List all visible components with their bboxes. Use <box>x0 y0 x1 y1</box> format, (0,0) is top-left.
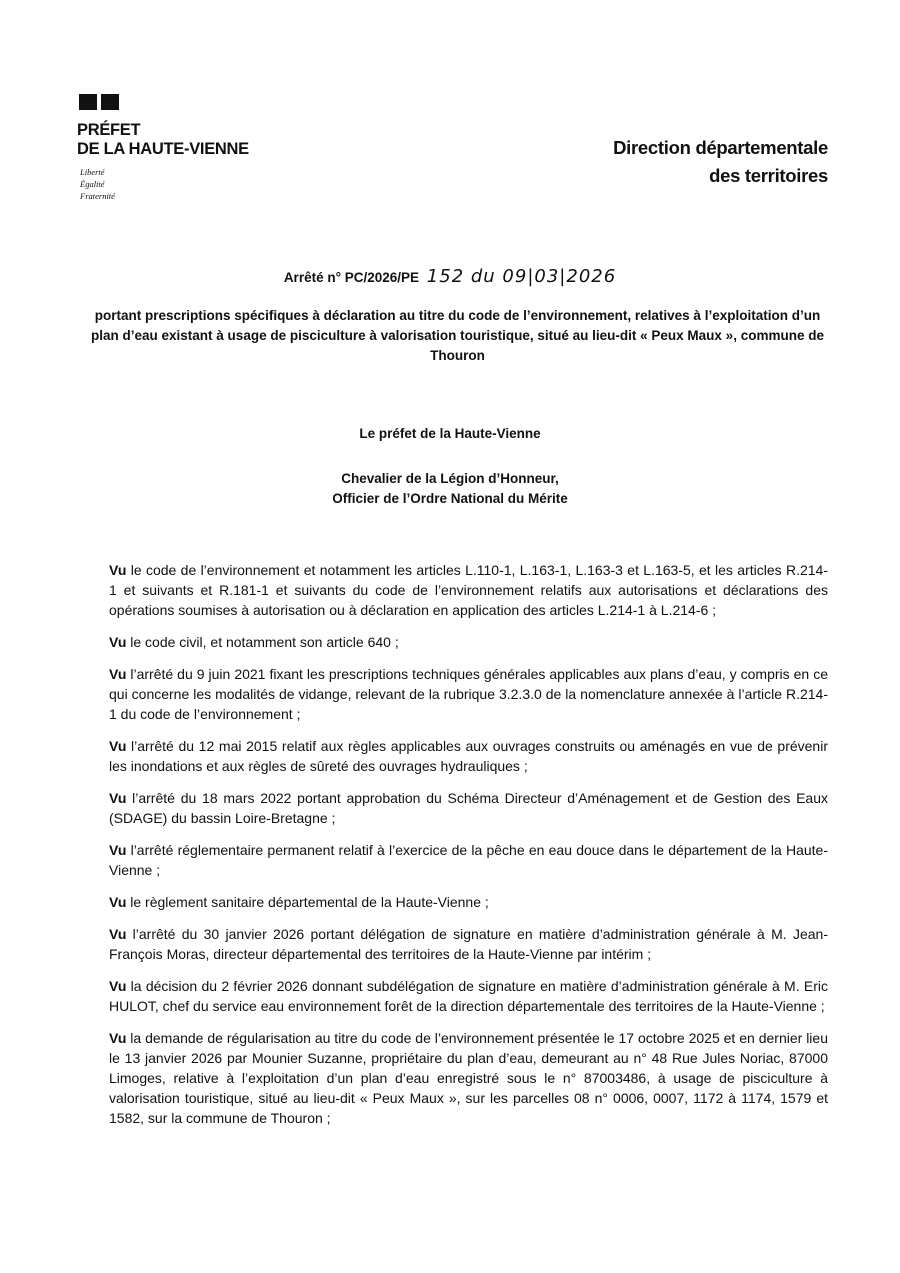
visa-paragraph <box>109 840 828 880</box>
visas-list <box>109 560 828 1140</box>
visa-lead: Vu <box>109 738 127 754</box>
marianne-logo <box>79 94 119 110</box>
visa-paragraph <box>109 976 828 1016</box>
visa-lead: Vu <box>109 894 127 910</box>
motto-liberte: Liberté <box>80 167 105 177</box>
visa-text: la décision du 2 février 2026 donnant subdélégation de signature en matière d’administration générale à M. Eric HULOT, chef du service eau environnement forêt de la direction départementale des territoires de la Haute-Vienne ; <box>109 978 828 1014</box>
motto-egalite: Égalité <box>80 179 105 189</box>
visa-lead: Vu <box>109 562 127 578</box>
issuing-direction <box>613 134 828 190</box>
handwritten-number-date: 152 du 09|03|2026 <box>426 266 617 287</box>
visa-paragraph <box>109 664 828 724</box>
arrete-prefix: Arrêté n° PC/2026/PE <box>283 270 420 285</box>
visa-text: l’arrêté réglementaire permanent relatif à l’exercice de la pêche en eau douce dans le département de la Haute-Vienne ; <box>109 842 828 878</box>
visa-paragraph <box>109 788 828 828</box>
motto-fraternite: Fraternité <box>80 191 115 201</box>
visa-paragraph <box>109 1028 828 1128</box>
visa-text: le code de l’environnement et notamment les articles L.110-1, L.163-1, L.163-3 et L.163-5, et les articles R.214-1 et suivants et R.181-1 et suivants du code de l’environnement relatifs aux autorisations et déclarations des opérations soumises à autorisation ou à déclaration en application des articles L.214-1 à L.214-6 ; <box>109 562 828 618</box>
visa-text: l’arrêté du 30 janvier 2026 portant délégation de signature en matière d’administration générale à M. Jean-François Moras, directeur départemental des territoires de la Haute-Vienne par intérim ; <box>109 926 828 962</box>
prefet-line1: PRÉFET <box>77 121 141 139</box>
arrete-subject: portant prescriptions spécifiques à déclaration au titre du code de l’environnement, relatives à l’exploitation d’un plan d’eau existant à usage de pisciculture à valorisation touristique, situé au lieu-dit « Peux Maux », commune de Thouron <box>91 308 824 363</box>
distinction-legion-honneur: Chevalier de la Légion d’Honneur, <box>341 471 559 486</box>
visa-lead: Vu <box>109 1030 127 1046</box>
visa-paragraph <box>109 736 828 776</box>
visa-lead: Vu <box>109 790 127 806</box>
visa-lead: Vu <box>109 634 127 650</box>
visa-lead: Vu <box>109 842 127 858</box>
signatory-distinctions <box>0 469 900 509</box>
visa-text: l’arrêté du 12 mai 2015 relatif aux règles applicables aux ouvrages construits ou aménagés en vue de prévenir les inondations et aux règles de sûreté des ouvrages hydrauliques ; <box>109 738 828 774</box>
prefecture-name <box>77 121 249 159</box>
visa-lead: Vu <box>109 666 127 682</box>
visa-text: l’arrêté du 18 mars 2022 portant approbation du Schéma Directeur d’Aménagement et de Gestion des Eaux (SDAGE) du bassin Loire-Bretagne ; <box>109 790 828 826</box>
visa-paragraph <box>109 892 828 912</box>
visa-text: le règlement sanitaire départemental de la Haute-Vienne ; <box>126 894 489 910</box>
visa-text: le code civil, et notamment son article 640 ; <box>126 634 399 650</box>
visa-paragraph <box>109 924 828 964</box>
signatory-title: Le préfet de la Haute-Vienne <box>359 426 541 441</box>
prefet-line2: DE LA HAUTE-VIENNE <box>77 140 249 158</box>
visa-lead: Vu <box>109 978 127 994</box>
marianne-flag-icon <box>79 94 119 110</box>
distinction-ordre-merite: Officier de l’Ordre National du Mérite <box>332 491 568 506</box>
visa-text: la demande de régularisation au titre du code de l’environnement présentée le 17 octobre 2025 et en dernier lieu le 13 janvier 2026 par Mounier Suzanne, propriétaire du plan d’eau, demeurant au n° 48 Rue Jules Noriac, 87000 Limoges, relative à l’exploitation d’un plan d’eau enregistré sous le n° 87003486, à usage de pisciculture à valorisation touristique, situé au lieu-dit « Peux Maux », sur les parcelles 08 n° 0006, 0007, 1172 à 1174, 1579 et 1582, sur la commune de Thouron ; <box>109 1030 828 1126</box>
visa-paragraph <box>109 560 828 620</box>
arrete-number <box>0 266 900 287</box>
visa-lead: Vu <box>109 926 127 942</box>
visa-text: l’arrêté du 9 juin 2021 fixant les prescriptions techniques générales applicables aux plans d’eau, y compris en ce qui concerne les modalités de vidange, relevant de la rubrique 3.2.3.0 de la nomenclature annexée à l’article R.214-1 du code de l’environnement ; <box>109 666 828 722</box>
direction-line1: Direction départementale <box>613 137 828 158</box>
visa-paragraph <box>109 632 828 652</box>
direction-line2: des territoires <box>709 165 828 186</box>
republic-motto <box>80 166 115 202</box>
